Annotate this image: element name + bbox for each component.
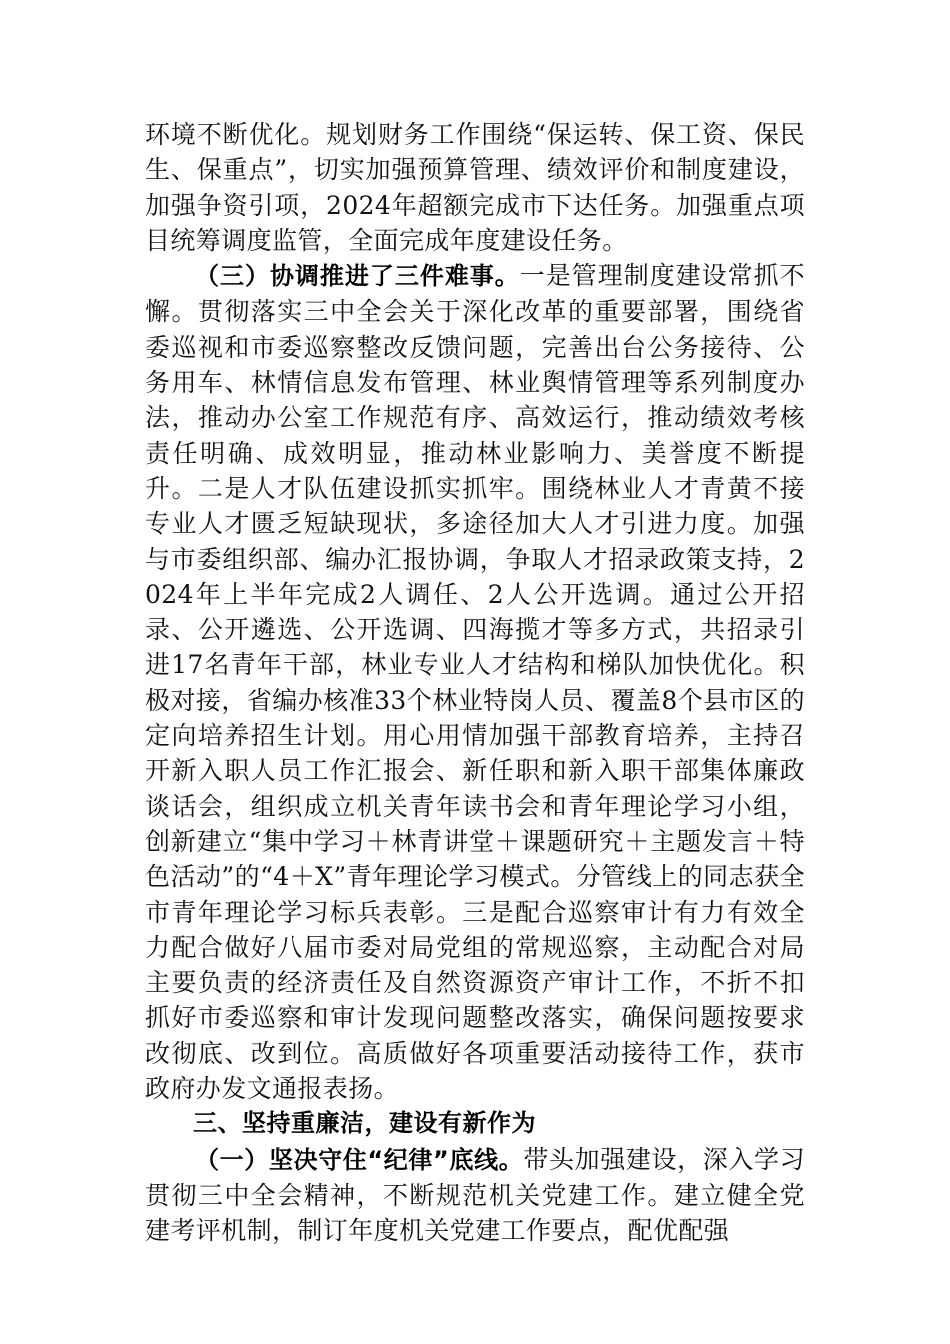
paragraph-text: 带头加强建设，深入学习贯彻三中全会精神，不断规范机关党建工作。建立健全党建考评机制，制订年度机关党建工作要点，配优配强 <box>145 1144 805 1246</box>
document-body <box>145 117 805 1249</box>
paragraph-text: 环境不断优化。规划财务工作围绕“保运转、保工资、保民生、保重点”，切实加强预算管理、绩效评价和制度建设，加强争资引项，2024年超额完成市下达任务。加强重点项目统筹调度监管，全面完成年度建设任务。 <box>145 120 805 255</box>
subheading-discipline: （一）坚决守住“纪律”底线。 <box>195 1145 524 1174</box>
paragraph-discipline <box>145 1142 805 1249</box>
paragraph-coordination <box>145 258 805 1106</box>
subheading-coordination: （三）协调推进了三件难事。 <box>195 262 520 291</box>
paragraph-continued <box>145 117 805 258</box>
section-heading: 三、坚持重廉洁，建设有新作为 <box>193 1109 536 1138</box>
paragraph-text: 一是管理制度建设常抓不懈。贯彻落实三中全会关于深化改革的重要部署，围绕省委巡视和市委巡察整改反馈问题，完善出台公务接待、公务用车、林情信息发布管理、林业舆情管理等系列制度办法，推动办公室工作规范有序、高效运行，推动绩效考核责任明确、成效明显，推动林业影响力、美誉度不断提升。二是人才队伍建设抓实抓牢。围绕林业人才青黄不接专业人才匮乏短缺现状，多途径加大人才引进力度。加强与市委组织部、编办汇报协调，争取人才招录政策支持，2024年上半年完成2人调任、2人公开选调。通过公开招录、公开遴选、公开选调、四海揽才等多方式，共招录引进17名青年干部，林业专业人才结构和梯队加快优化。积极对接，省编办核准33个林业特岗人员、覆盖8个县市区的定向培养招生计划。用心用情加强干部教育培养，主持召开新入职人员工作汇报会、新任职和新入职干部集体廉政谈话会，组织成立机关青年读书会和青年理论学习小组，创新建立“集中学习＋林青讲堂＋课题研究＋主题发言＋特色活动”的“4＋X”青年理论学习模式。分管线上的同志获全市青年理论学习标兵表彰。三是配合巡察审计有力有效全力配合做好八届市委对局党组的常规巡察，主动配合对局主要负责的经济责任及自然资源资产审计工作，不折不扣抓好市委巡察和审计发现问题整改落实，确保问题按要求改彻底、改到位。高质做好各项重要活动接待工作，获市政府办发文通报表扬。 <box>145 261 806 1104</box>
